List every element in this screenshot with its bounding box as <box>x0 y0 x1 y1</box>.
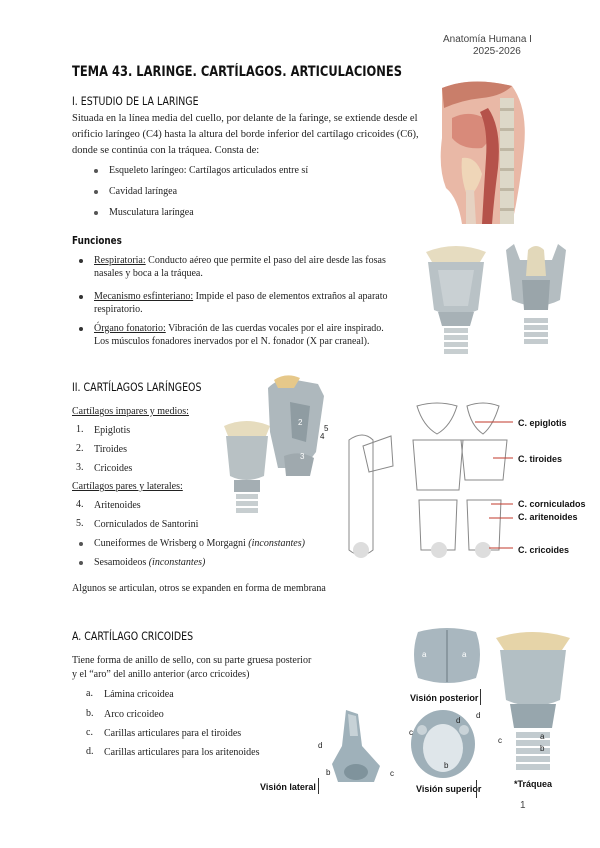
list-number: 5. <box>76 518 84 529</box>
list-letter: a. <box>86 688 93 699</box>
cricoid-posterior-illustration <box>408 624 486 688</box>
list-item: Cricoides <box>94 463 133 474</box>
figure-letter: a <box>422 650 427 659</box>
caption-divider <box>258 778 319 794</box>
bullet-icon <box>94 211 98 215</box>
figure-number: 3 <box>300 452 305 461</box>
figure-letter: b <box>540 744 545 753</box>
list-item: Carillas articulares para el tiroides <box>104 728 242 739</box>
figure-letter: d <box>476 711 481 720</box>
figure-letter: a <box>462 650 467 659</box>
list-item: Sesamoideos (inconstantes) <box>94 557 206 568</box>
list-item: Cuneiformes de Wrisberg o Morgagni (inconstantes) <box>94 538 305 549</box>
figure-letter: b <box>326 768 331 777</box>
list-item: Epiglotis <box>94 425 131 436</box>
list-number: 2. <box>76 443 84 454</box>
figure-letter: b <box>444 761 449 770</box>
figure-number: 4 <box>320 432 325 441</box>
section3-intro <box>72 654 402 682</box>
sagittal-head-illustration <box>432 78 530 226</box>
figure-letter: c <box>498 736 502 745</box>
caption-divider <box>408 689 481 705</box>
list-item: Arco cricoideo <box>104 709 164 720</box>
impares-heading: Cartílagos impares y medios: <box>72 406 189 417</box>
list-item: Carillas articulares para los aritenoides <box>104 747 260 758</box>
bullet-icon <box>79 259 83 263</box>
pares-heading: Cartílagos pares y laterales: <box>72 481 183 492</box>
course-year: 2025-2026 <box>473 46 521 57</box>
course-name: Anatomía Humana I <box>443 34 532 45</box>
section-heading-cricoides: A. CARTÍLAGO CRICOIDES <box>72 629 194 643</box>
list-number: 4. <box>76 499 84 510</box>
intro-line: y el “aro” del anillo anterior (arco cricoides) <box>72 669 250 680</box>
list-number: 1. <box>76 424 84 435</box>
section-heading-estudio: I. ESTUDIO DE LA LARINGE <box>72 94 199 108</box>
bullet-icon <box>79 561 83 565</box>
list-letter: b. <box>86 708 94 719</box>
cricoid-superior-illustration <box>408 706 481 780</box>
figure-label: C. aritenoides <box>518 512 578 522</box>
list-item: Cavidad laríngea <box>109 186 178 197</box>
figure-label: C. corniculados <box>518 499 586 509</box>
page-number: 1 <box>520 800 526 811</box>
figure-letter: d <box>318 741 323 750</box>
section-heading-cartilagos: II. CARTÍLAGOS LARÍNGEOS <box>72 380 202 394</box>
list-item: Aritenoides <box>94 500 141 511</box>
section1-intro <box>72 111 427 159</box>
list-item: Corniculados de Santorini <box>94 519 199 530</box>
function-item: Respiratoria: Conducto aéreo que permite el paso del aire desde las fosas nasales y boca a la tráquea. <box>94 255 386 279</box>
list-number: 3. <box>76 462 84 473</box>
intro-line: donde se continúa con la tráquea. Consta de: <box>72 145 260 156</box>
closing-text: Algunos se articulan, otros se expanden en forma de membrana <box>72 583 326 594</box>
page-title: TEMA 43. LARINGE. CARTÍLAGOS. ARTICULACIONES <box>72 64 403 80</box>
bullet-icon <box>79 327 83 331</box>
function-item: Mecanismo esfinteriano: Impide el paso de elementos extraños al aparato respiratorio. <box>94 291 388 315</box>
list-letter: d. <box>86 746 94 757</box>
list-item: Tiroides <box>94 444 127 455</box>
figure-label: C. tiroides <box>518 454 563 464</box>
bullet-icon <box>79 542 83 546</box>
bullet-icon <box>79 295 83 299</box>
intro-line: orificio laríngeo (C4) hasta la altura del borde inferior del cartílago cricoides (C6), <box>72 129 419 140</box>
intro-line: Tiene forma de anillo de sello, con su parte gruesa posterior <box>72 655 312 666</box>
larynx-posterior-illustration <box>500 240 572 355</box>
list-letter: c. <box>86 727 93 738</box>
list-item: Esqueleto laríngeo: Cartílagos articulados entre sí <box>109 165 309 176</box>
larynx-trachea-illustration <box>492 624 574 774</box>
figure-letter: d <box>456 716 461 725</box>
figure-letter: a <box>540 732 545 741</box>
figure-letter: c <box>390 769 394 778</box>
bullet-icon <box>94 190 98 194</box>
figure-letter: c <box>409 728 413 737</box>
figure-caption: Visión lateral <box>260 782 316 792</box>
larynx-anterior-illustration <box>418 240 493 355</box>
figure-label: C. cricoides <box>518 545 570 555</box>
figure-caption: *Tráquea <box>514 779 553 789</box>
cartilage-diagram <box>343 400 519 580</box>
bullet-icon <box>94 169 98 173</box>
figure-number: 2 <box>298 418 303 427</box>
list-item: Lámina cricoidea <box>104 689 174 700</box>
intro-line: Situada en la línea media del cuello, por delante de la faringe, se extiende desde el <box>72 113 418 124</box>
figure-number: 5 <box>324 424 329 433</box>
list-item: Musculatura laríngea <box>109 207 194 218</box>
figure-label: C. epiglotis <box>518 418 567 428</box>
larynx-cartilages-illustration <box>220 372 342 520</box>
figure-caption: Visión posterior <box>410 693 479 703</box>
figure-caption: Visión superior <box>416 784 482 794</box>
caption-divider <box>414 780 477 798</box>
functions-heading: Funciones <box>72 234 122 247</box>
function-item: Órgano fonatorio: Vibración de las cuerdas vocales por el aire inspirado. Los músculos fonadores inervados por el N. fonador (X par craneal). <box>94 323 384 347</box>
